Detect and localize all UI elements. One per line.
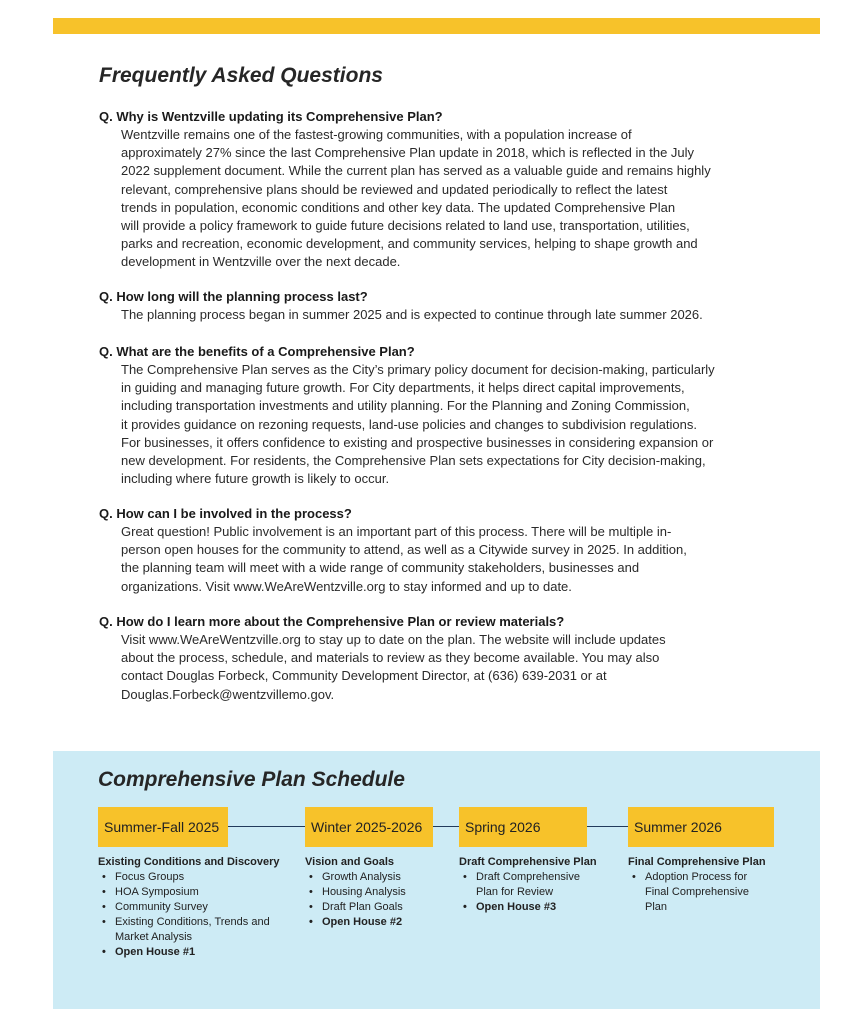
phase-details	[628, 855, 788, 915]
faq-item	[99, 288, 771, 324]
task-item: • Existing Conditions, Trends and Market Analysis	[98, 915, 293, 945]
phase-label: Summer-Fall 2025	[98, 807, 228, 847]
answer-line: the planning team will meet with a wide range of community stakeholders, businesses and	[121, 560, 640, 576]
phase-label: Summer 2026	[628, 807, 774, 847]
faq-answer	[99, 631, 771, 704]
answer-line: Douglas.Forbeck@wentzvillemo.gov.	[121, 686, 335, 702]
phase-details	[98, 855, 293, 960]
answer-line: For businesses, it offers confidence to existing and prospective businesses in considering expansion or	[121, 434, 714, 450]
top-accent-bar	[53, 18, 820, 34]
timeline-connector	[433, 826, 460, 827]
answer-line: contact Douglas Forbeck, Community Development Director, at (636) 639-2031 or at	[121, 668, 607, 684]
faq-answer	[99, 361, 771, 488]
phase-details	[305, 855, 445, 930]
answer-line: The Comprehensive Plan serves as the City’s primary policy document for decision-making, particularly	[121, 362, 715, 377]
faq-answer	[99, 306, 771, 324]
phase-task-list	[305, 870, 445, 930]
faq-question: Q. How long will the planning process last?	[99, 289, 368, 304]
task-item: • Adoption Process for Final Comprehensive Plan	[628, 870, 773, 915]
faq-answer	[99, 523, 771, 596]
faq-item	[99, 505, 771, 596]
faq-question: Q. What are the benefits of a Comprehensive Plan?	[99, 344, 415, 359]
task-item: • Draft Comprehensive Plan for Review	[459, 870, 599, 900]
answer-line: new development. For residents, the Comprehensive Plan sets expectations for City decision-making,	[121, 453, 706, 469]
phase-heading: Vision and Goals	[305, 856, 395, 868]
faq-title: Frequently Asked Questions	[99, 64, 383, 87]
task-item: • Focus Groups	[98, 870, 293, 885]
answer-line: about the process, schedule, and materials to review as they become available. You may also	[121, 650, 660, 666]
faq-item	[99, 108, 771, 272]
answer-line: including where future growth is likely to occur.	[121, 471, 390, 487]
task-item: • Community Survey	[98, 900, 293, 915]
task-item-open-house: • Open House #3	[459, 900, 614, 915]
phase-details	[459, 855, 614, 915]
answer-line: Great question! Public involvement is an important part of this process. There will be multiple in-	[121, 524, 672, 539]
answer-line: development in Wentzville over the next decade.	[121, 254, 401, 270]
schedule-section	[53, 751, 820, 1009]
answer-line: including transportation investments and utility planning. For the Planning and Zoning Commission,	[121, 398, 690, 414]
task-item: • HOA Symposium	[98, 885, 293, 900]
answer-line: The planning process began in summer 2025 and is expected to continue through late summer 2026.	[121, 307, 703, 322]
phase-heading: Existing Conditions and Discovery	[98, 856, 280, 868]
task-item: • Draft Plan Goals	[305, 900, 445, 915]
answer-line: 2022 supplement document. While the current plan has served as a valuable guide and remains highly	[121, 163, 711, 179]
faq-question: Q. How can I be involved in the process?	[99, 506, 352, 521]
answer-line: will provide a policy framework to guide future decisions related to land use, transportation, utilities,	[121, 218, 690, 234]
answer-line: in guiding and managing future growth. For City departments, it helps direct capital improvements,	[121, 380, 685, 396]
phase-task-list	[459, 870, 614, 915]
phase-heading: Draft Comprehensive Plan	[459, 856, 597, 868]
faq-item	[99, 343, 771, 488]
answer-line: relevant, comprehensive plans should be reviewed and updated periodically to reflect the latest	[121, 181, 668, 197]
answer-line: Visit www.WeAreWentzville.org to stay up to date on the plan. The website will include updates	[121, 632, 666, 647]
task-item: • Growth Analysis	[305, 870, 445, 885]
answer-line: parks and recreation, economic development, and community services, helping to shape growth and	[121, 236, 698, 252]
answer-line: Wentzville remains one of the fastest-growing communities, with a population increase of	[121, 127, 632, 142]
faq-question: Q. Why is Wentzville updating its Comprehensive Plan?	[99, 109, 443, 124]
phase-label: Spring 2026	[459, 807, 587, 847]
answer-line: person open houses for the community to attend, as well as a Citywide survey in 2025. In addition,	[121, 542, 687, 558]
phase-label: Winter 2025-2026	[305, 807, 433, 847]
schedule-title: Comprehensive Plan Schedule	[98, 768, 405, 791]
answer-line: approximately 27% since the last Comprehensive Plan update in 2018, which is reflected in the July	[121, 145, 695, 161]
timeline-connector	[228, 826, 306, 827]
answer-line: organizations. Visit www.WeAreWentzville.org to stay informed and up to date.	[121, 578, 572, 594]
faq-question: Q. How do I learn more about the Comprehensive Plan or review materials?	[99, 614, 565, 629]
phase-heading: Final Comprehensive Plan	[628, 856, 766, 868]
phase-task-list	[628, 870, 788, 915]
faq-answer	[99, 126, 771, 272]
task-item-open-house: • Open House #2	[305, 915, 445, 930]
task-item: • Housing Analysis	[305, 885, 445, 900]
answer-line: it provides guidance on rezoning requests, land-use policies and changes to subdivision regulations.	[121, 416, 697, 432]
task-item-open-house: • Open House #1	[98, 945, 293, 960]
answer-line: trends in population, economic conditions and other key data. The updated Comprehensive Plan	[121, 199, 676, 215]
timeline-connector	[586, 826, 629, 827]
phase-task-list	[98, 870, 293, 960]
faq-item	[99, 613, 771, 704]
